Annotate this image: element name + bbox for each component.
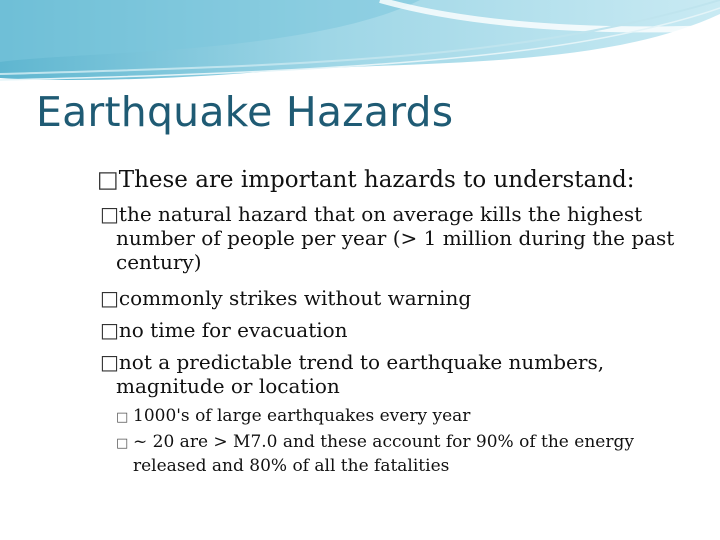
- square-bullet-icon: □: [116, 410, 129, 425]
- bullet-text: ~ 20 are > M7.0 and these account for 90% of the energy released and 80% of all the fatalities: [133, 432, 634, 476]
- bullet-text: not a predictable trend to earthquake numbers, magnitude or location: [116, 350, 605, 398]
- square-bullet-icon: □: [97, 167, 119, 193]
- bullet-text: the natural hazard that on average kills the highest number of people per year (> 1 million during the past century): [116, 202, 675, 274]
- bullet-level2: [100, 286, 706, 310]
- bullet-level3: [116, 431, 693, 477]
- square-bullet-icon: □: [100, 286, 119, 310]
- slide-title: Earthquake Hazards: [36, 88, 454, 136]
- bullet-text: no time for evacuation: [118, 318, 348, 342]
- square-bullet-icon: □: [100, 202, 119, 226]
- square-bullet-icon: □: [116, 436, 129, 451]
- bullet-level2: [100, 202, 706, 274]
- square-bullet-icon: □: [100, 350, 119, 374]
- bullet-text: These are important hazards to understand:: [118, 167, 635, 193]
- bullet-text: commonly strikes without warning: [118, 286, 472, 310]
- bullet-level2: [100, 318, 706, 342]
- bullet-level1: [97, 165, 703, 195]
- bullet-level3: [116, 405, 693, 429]
- decorative-wave-banner: [0, 0, 720, 90]
- bullet-text: 1000's of large earthquakes every year: [133, 406, 471, 426]
- bullet-level2: [100, 350, 706, 398]
- square-bullet-icon: □: [100, 318, 119, 342]
